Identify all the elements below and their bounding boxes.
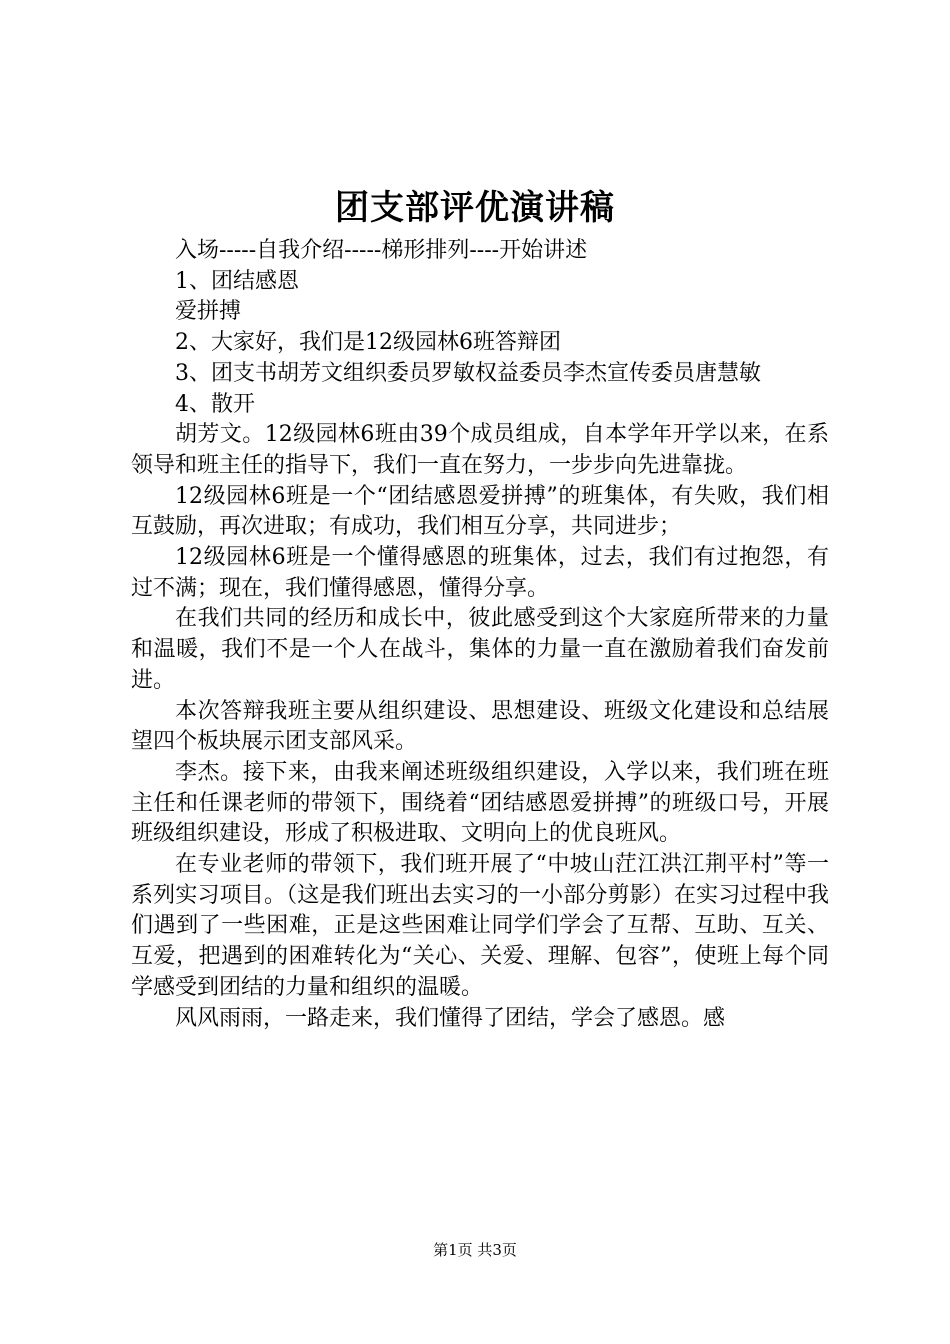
paragraph: 12级园林6班是一个“团结感恩爱拼搏”的班集体，有失败，我们相互鼓励，再次进取；有成功，我们相互分享，共同进步； xyxy=(131,483,829,540)
paragraph: 胡芳文。12级园林6班由39个成员组成，自本学年开学以来，在系领导和班主任的指导下，我们一直在努力，一步步向先进靠拢。 xyxy=(131,422,829,478)
page-number-footer: 第1页 共3页 xyxy=(433,1241,517,1259)
paragraph: 李杰。接下来，由我来阐述班级组织建设，入学以来，我们班在班主任和任课老师的带领下，围绕着“团结感恩爱拼搏”的班级口号，开展班级组织建设，形成了积极进取、文明向上的优良班风。 xyxy=(131,759,829,847)
paragraph: 2、大家好，我们是12级园林6班答辩团 xyxy=(175,330,561,356)
paragraph: 在专业老师的带领下，我们班开展了“中坡山茳江洪江荆平村”等一系列实习项目。（这是我们班出去实习的一小部分剪影）在实习过程中我们遇到了一些困难，正是这些困难让同学们学会了互帮、互助、互关、互爱，把遇到的困难转化为“关心、关爱、理解、包容”，使班上每个同学感受到团结的力量和组织的温暖。 xyxy=(131,852,829,1000)
paragraph: 1、团结感恩 xyxy=(175,268,299,294)
paragraph: 入场-----自我介绍-----梯形排列----开始讲述 xyxy=(175,238,588,263)
paragraph: 本次答辩我班主要从组织建设、思想建设、班级文化建设和总结展望四个板块展示团支部风采。 xyxy=(131,698,829,755)
document-body xyxy=(131,236,829,1034)
paragraph: 12级园林6班是一个懂得感恩的班集体，过去，我们有过抱怨，有过不满；现在，我们懂得感恩，懂得分享。 xyxy=(131,545,829,601)
document-title: 团支部评优演讲稿 xyxy=(335,188,615,228)
paragraph: 风风雨雨，一路走来，我们懂得了团结，学会了感恩。感 xyxy=(175,1005,726,1031)
paragraph: 3、团支书胡芳文组织委员罗敏权益委员李杰宣传委员唐慧敏 xyxy=(175,360,761,386)
paragraph: 在我们共同的经历和成长中，彼此感受到这个大家庭所带来的力量和温暖，我们不是一个人在战斗，集体的力量一直在激励着我们奋发前进。 xyxy=(131,606,829,693)
paragraph: 4、散开 xyxy=(175,391,255,417)
paragraph: 爱拼搏 xyxy=(175,299,242,325)
